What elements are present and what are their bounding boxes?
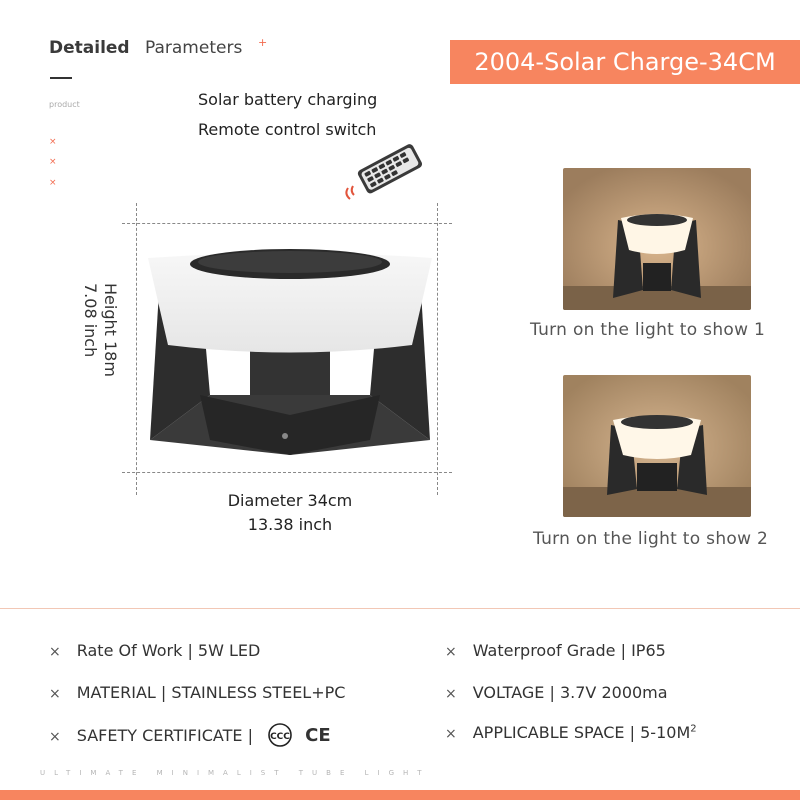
- spec-label: APPLICABLE SPACE: [472, 723, 625, 742]
- spec-applicable-space: [445, 723, 697, 742]
- tagline: ULTIMATE MINIMALIST TUBE LIGHT: [40, 769, 431, 777]
- x-mark: ×: [445, 726, 457, 742]
- detailed-heading: Detailed: [49, 38, 130, 58]
- spec-superscript: 2: [690, 723, 697, 735]
- diameter-cm: Diameter 34cm: [227, 491, 353, 510]
- spec-value: STAINLESS STEEL+PC: [171, 683, 346, 702]
- top-dimension-line: [122, 223, 452, 224]
- spec-material: [49, 683, 345, 702]
- x-mark: ×: [49, 686, 61, 702]
- x-mark: ×: [49, 644, 61, 660]
- height-dimension-label: [60, 283, 120, 393]
- svg-text:CCC: CCC: [270, 732, 290, 742]
- spec-separator: |: [620, 641, 626, 660]
- feature-solar-charging: Solar battery charging: [198, 90, 378, 109]
- decor-x-mark: ×: [49, 178, 57, 188]
- spec-value: IP65: [631, 641, 666, 660]
- spec-label: Waterproof Grade: [472, 641, 616, 660]
- remote-control-illustration: [340, 136, 430, 206]
- spec-separator: |: [549, 683, 555, 702]
- spec-separator: |: [187, 641, 193, 660]
- x-mark: ×: [445, 644, 457, 660]
- lit-lamp-photo-2: [563, 375, 751, 517]
- spec-safety-certificate: [49, 723, 331, 747]
- spec-value: 5-10M: [640, 723, 691, 742]
- heading-underline: [50, 77, 72, 79]
- product-label: product: [49, 100, 80, 109]
- left-dimension-line: [136, 203, 137, 495]
- model-badge: 2004-Solar Charge-34CM: [450, 40, 800, 84]
- x-mark: ×: [445, 686, 457, 702]
- spec-separator: |: [247, 726, 253, 745]
- spec-separator: |: [160, 683, 167, 702]
- photo-caption-1: Turn on the light to show 1: [530, 320, 766, 340]
- plus-mark: +: [258, 36, 268, 49]
- decor-x-mark: ×: [49, 157, 57, 167]
- decor-x-mark: ×: [49, 137, 57, 147]
- height-cm: Height 18m: [101, 283, 120, 377]
- spec-separator: |: [629, 723, 636, 742]
- spec-voltage: [445, 683, 668, 702]
- bottom-accent-bar: [0, 790, 800, 800]
- ce-mark: CE: [305, 725, 331, 746]
- spec-value: 3.7V 2000ma: [559, 683, 668, 702]
- x-mark: ×: [49, 729, 61, 745]
- solar-lamp-image: [140, 240, 440, 465]
- spec-waterproof-grade: [445, 641, 666, 660]
- spec-value: 5W LED: [197, 641, 261, 660]
- spec-label: Rate Of Work: [76, 641, 183, 660]
- bottom-dimension-line: [122, 472, 452, 473]
- parameters-heading: Parameters: [145, 38, 243, 58]
- height-inch: 7.08 inch: [81, 283, 100, 358]
- diameter-inch: 13.38 inch: [247, 515, 333, 534]
- ccc-certification-icon: [264, 723, 296, 747]
- lit-lamp-photo-1: [563, 168, 751, 310]
- diameter-label: [180, 489, 400, 537]
- photo-caption-2: Turn on the light to show 2: [533, 529, 769, 549]
- section-divider: [0, 608, 800, 609]
- spec-rate-of-work: [49, 641, 260, 660]
- spec-label: MATERIAL: [76, 683, 156, 702]
- feature-remote-control: Remote control switch: [198, 120, 377, 139]
- spec-label: SAFETY CERTIFICATE: [76, 726, 243, 745]
- spec-label: VOLTAGE: [472, 683, 545, 702]
